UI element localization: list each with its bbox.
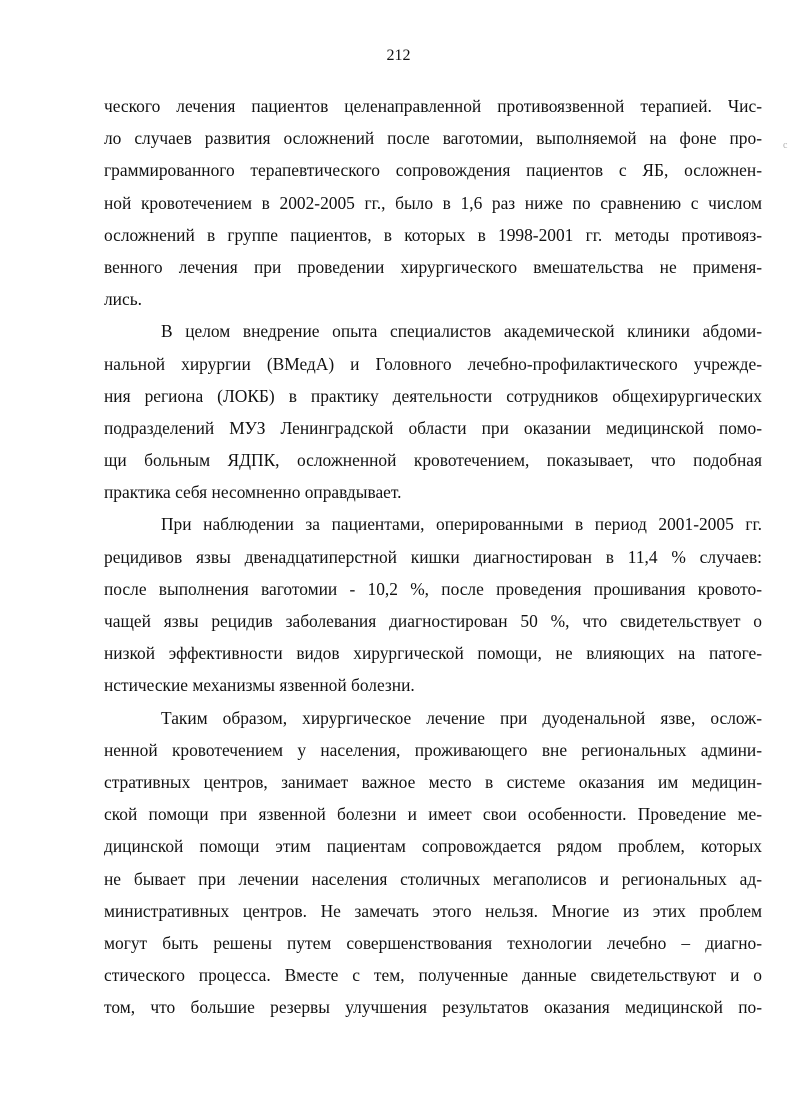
text-line: том, что большие резервы улучшения результатов оказания медицинской по- [104,997,762,1018]
text-line: ния региона (ЛОКБ) в практику деятельности сотрудников общехирургических [104,385,762,406]
paragraph-1 [104,90,762,315]
text-line: ной кровотечением в 2002-2005 гг., было в 1,6 раз ниже по сравнению с числом [104,192,762,213]
text-line: подразделений МУЗ Ленинградской области при оказании медицинской помо- [104,417,762,438]
text-line: Таким образом, хирургическое лечение при дуоденальной язве, ослож- [161,707,762,728]
text-line: В целом внедрение опыта специалистов академической клиники абдоми- [161,321,762,342]
text-line: ской помощи при язвенной болезни и имеет свои особенности. Проведение ме- [104,804,762,825]
text-line: стративных центров, занимает важное место в системе оказания им медицин- [104,771,762,792]
text-line: практика себя несомненно оправдывает. [104,482,402,503]
text-line: ненной кровотечением у населения, проживающего вне региональных админи- [104,739,762,760]
text-line: рецидивов язвы двенадцатиперстной кишки диагностирован в 11,4 % случаев: [104,546,762,567]
paragraph-2 [104,315,762,508]
text-line: не бывает при лечении населения столичных мегаполисов и региональных ад- [104,868,762,889]
text-line: венного лечения при проведении хирургического вмешательства не применя- [104,256,762,277]
text-line: осложнений в группе пациентов, в которых в 1998-2001 гг. методы противояз- [104,224,762,245]
margin-mark: c [783,140,788,151]
text-line: чащей язвы рецидив заболевания диагностирован 50 %, что свидетельствует о [104,611,762,631]
text-line: щи больным ЯДПК, осложненной кровотечением, показывает, что подобная [104,450,762,471]
text-line: министративных центров. Не замечать этого нельзя. Многие из этих проблем [104,900,762,921]
text-line: При наблюдении за пациентами, оперированными в период 2001-2005 гг. [161,514,762,535]
text-line: нальной хирургии (ВМедА) и Головного лечебно-профилактического учрежде- [104,353,762,374]
text-line: ло случаев развития осложнений после ваготомии, выполняемой на фоне про- [104,128,762,149]
text-line: граммированного терапевтического сопровождения пациентов с ЯБ, осложнен- [104,160,762,181]
body-text [104,90,762,1023]
page-number: 212 [386,47,411,64]
paragraph-4 [104,702,762,1024]
text-line: стического процесса. Вместе с тем, полученные данные свидетельствуют и о [104,965,762,986]
text-line: нстические механизмы язвенной болезни. [104,675,415,696]
text-line: после выполнения ваготомии - 10,2 %, после проведения прошивания кровото- [104,578,762,599]
text-line: ческого лечения пациентов целенаправленной противоязвенной терапией. Чис- [104,96,762,116]
paragraph-3 [104,508,762,701]
text-line: могут быть решены путем совершенствования технологии лечебно – диагно- [104,932,762,953]
text-line: лись. [104,289,142,310]
text-line: дицинской помощи этим пациентам сопровождается рядом проблем, которых [104,836,762,857]
text-line: низкой эффективности видов хирургической помощи, не влияющих на патоге- [104,643,762,664]
